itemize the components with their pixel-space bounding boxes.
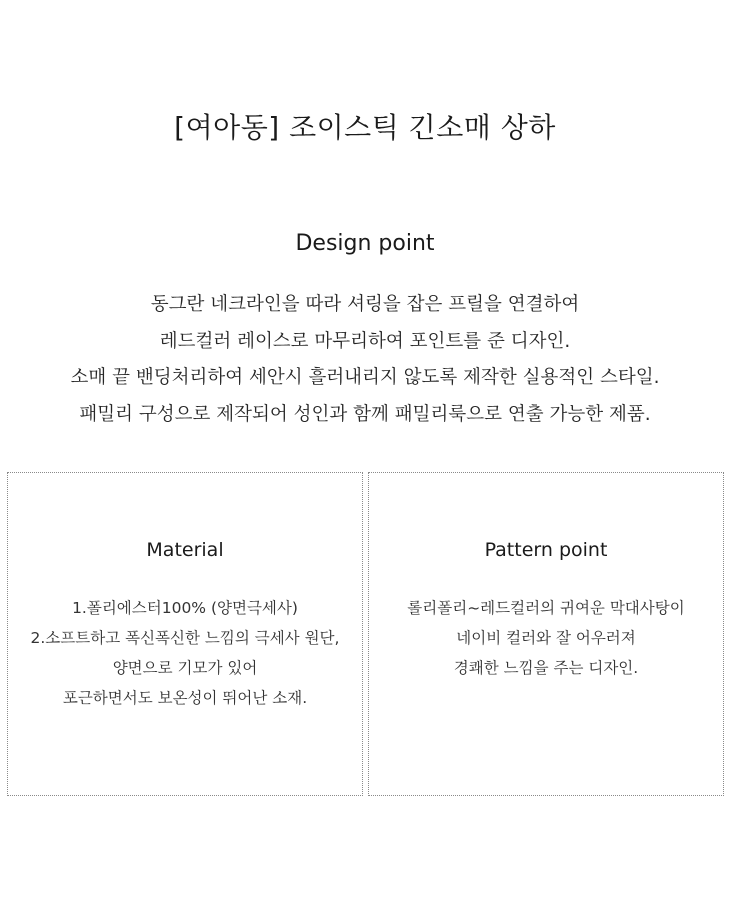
pattern-line: 네이비 컬러와 잘 어우러져: [456, 629, 636, 647]
material-line: 포근하면서도 보온성이 뛰어난 소재.: [62, 689, 308, 707]
material-heading: Material: [146, 539, 224, 561]
design-point-line: 레드컬러 레이스로 마무리하여 포인트를 준 디자인.: [159, 330, 571, 352]
design-point-description: [0, 287, 730, 433]
material-line: 2.소프트하고 폭신폭신한 느낌의 극세사 원단,: [30, 629, 340, 647]
pattern-box: [368, 472, 724, 796]
design-point-line: 동그란 네크라인을 따라 셔링을 잡은 프릴을 연결하여: [150, 294, 580, 315]
design-point-line: 패밀리 구성으로 제작되어 성인과 함께 패밀리룩으로 연출 가능한 제품.: [79, 403, 651, 425]
pattern-description: [369, 593, 723, 683]
material-description: [8, 593, 362, 713]
material-box: [7, 472, 363, 796]
pattern-heading: Pattern point: [484, 539, 608, 561]
design-point-line: 소매 끝 밴딩처리하여 세안시 흘러내리지 않도록 제작한 실용적인 스타일.: [70, 367, 660, 388]
pattern-line: 경쾌한 느낌을 주는 디자인.: [453, 659, 639, 677]
design-point-heading: Design point: [295, 231, 435, 256]
material-line: 양면으로 기모가 있어: [112, 659, 258, 677]
material-line: 1.폴리에스터100% (양면극세사): [72, 599, 298, 617]
pattern-line: 롤리폴리~레드컬러의 귀여운 막대사탕이: [407, 599, 685, 617]
page-title: [여아동] 조이스틱 긴소매 상하: [174, 111, 556, 144]
